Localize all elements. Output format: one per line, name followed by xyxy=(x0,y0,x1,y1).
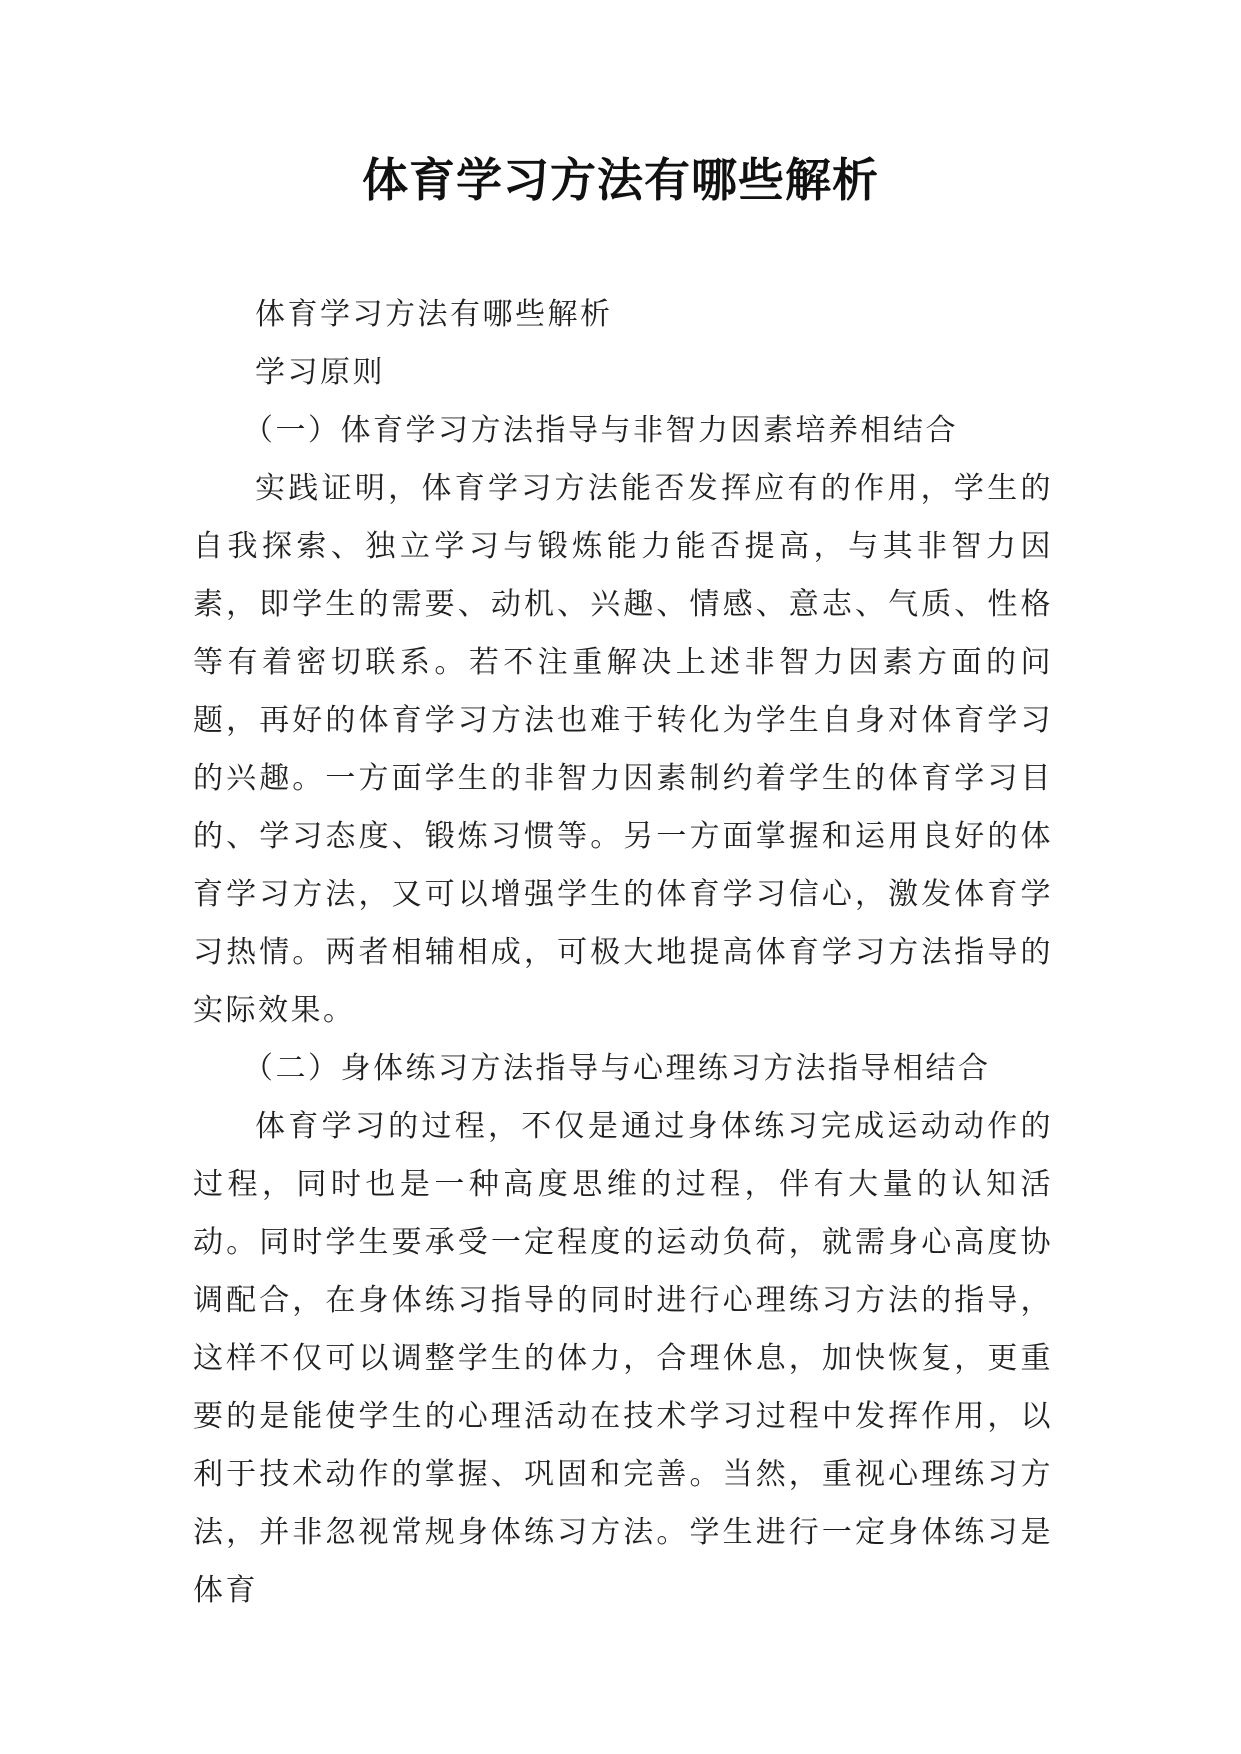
document-title: 体育学习方法有哪些解析 xyxy=(362,153,879,207)
paragraph-body-1: 实践证明，体育学习方法能否发挥应有的作用，学生的自我探索、独立学习与锻炼能力能否提高，与其非智力因素，即学生的需要、动机、兴趣、情感、意志、气质、性格等有着密切联系。若不注重解决上述非智力因素方面的问题，再好的体育学习方法也难于转化为学生自身对体育学习的兴趣。一方面学生的非智力因素制约着学生的体育学习目的、学习态度、锻炼习惯等。另一方面掌握和运用良好的体育学习方法，又可以增强学生的体育学习信心，激发体育学习热情。两者相辅相成，可极大地提高体育学习方法指导的实际效果。 xyxy=(193,471,1053,1028)
paragraph-heading-1: （一）体育学习方法指导与非智力因素培养相结合 xyxy=(243,413,958,448)
paragraph-body-2: 体育学习的过程，不仅是通过身体练习完成运动动作的过程，同时也是一种高度思维的过程，伴有大量的认知活动。同时学生要承受一定程度的运动负荷，就需身心高度协调配合，在身体练习指导的同时进行心理练习方法的指导，这样不仅可以调整学生的体力，合理休息，加快恢复，更重要的是能使学生的心理活动在技术学习过程中发挥作用，以利于技术动作的掌握、巩固和完善。当然，重视心理练习方法，并非忽视常规身体练习方法。学生进行一定身体练习是体育 xyxy=(193,1109,1053,1608)
paragraph-heading-2: （二）身体练习方法指导与心理练习方法指导相结合 xyxy=(243,1051,991,1086)
paragraph-subtitle: 体育学习方法有哪些解析 xyxy=(255,297,613,332)
document-body xyxy=(193,286,1053,1620)
paragraph-section-label: 学习原则 xyxy=(255,355,385,390)
